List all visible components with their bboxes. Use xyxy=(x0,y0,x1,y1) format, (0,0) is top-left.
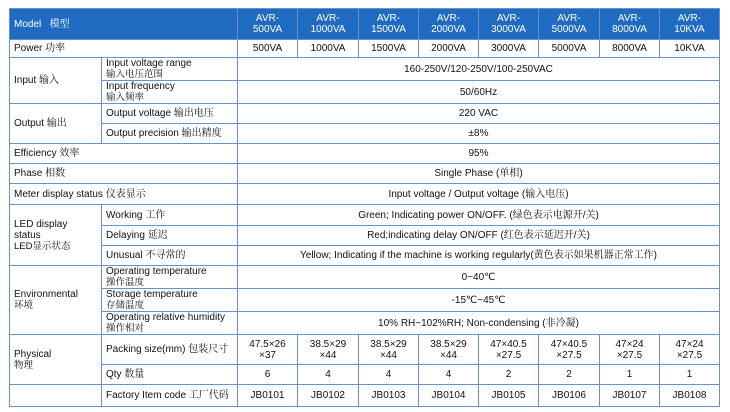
spec-table xyxy=(9,8,720,407)
humidity-value: 10% RH~102%RH; Non-condensing (非冷凝) xyxy=(238,312,720,335)
output-precision-label: Output precision 输出精度 xyxy=(102,124,238,144)
input-voltage-label: Input voltage range 输入电压范围 xyxy=(102,58,238,81)
power-value: 3000VA xyxy=(479,40,539,58)
power-row xyxy=(10,40,720,58)
output-label: Output 输出 xyxy=(10,104,102,144)
op-temp-value: 0~40℃ xyxy=(238,266,720,289)
model-header: AVR- 1000VA xyxy=(298,9,359,40)
packing-size: 38.5×29 ×44 xyxy=(298,335,359,365)
model-header: AVR- 1500VA xyxy=(359,9,419,40)
power-value: 500VA xyxy=(238,40,298,58)
phase-value: Single Phase (单相) xyxy=(238,164,720,184)
qty-value: 6 xyxy=(238,365,298,385)
storage-temp-value: -15℃~45℃ xyxy=(238,289,720,312)
packing-row xyxy=(10,335,720,365)
model-label: Model xyxy=(14,18,42,30)
factory-code-row xyxy=(10,385,720,407)
input-voltage-row xyxy=(10,58,720,81)
led-delaying-row xyxy=(10,226,720,246)
power-value: 1500VA xyxy=(359,40,419,58)
model-header: AVR- 5000VA xyxy=(539,9,600,40)
power-value: 5000VA xyxy=(539,40,600,58)
efficiency-row xyxy=(10,144,720,164)
led-delaying-value: Red;indicating delay ON/OFF (红色表示延迟开/关) xyxy=(238,226,720,246)
factory-code: JB0103 xyxy=(359,385,419,407)
factory-code: JB0108 xyxy=(660,385,720,407)
model-header: AVR- 500VA xyxy=(238,9,298,40)
factory-code: JB0102 xyxy=(298,385,359,407)
led-unusual-row xyxy=(10,246,720,266)
packing-size: 47×40.5 ×27.5 xyxy=(479,335,539,365)
humidity-label: Operating relative humidity 操作相对 xyxy=(102,312,238,335)
packing-size: 47.5×26 ×37 xyxy=(238,335,298,365)
model-header-cell xyxy=(10,9,238,40)
environmental-label: Environmental 环境 xyxy=(10,266,102,335)
qty-value: 4 xyxy=(419,365,479,385)
output-voltage-label: Output voltage 输出电压 xyxy=(102,104,238,124)
env-operating-row xyxy=(10,266,720,289)
factory-code: JB0107 xyxy=(600,385,660,407)
input-voltage-value: 160-250V/120-250V/100-250VAC xyxy=(238,58,720,81)
output-voltage-value: 220 VAC xyxy=(238,104,720,124)
storage-temp-label: Storage temperature 存储温度 xyxy=(102,289,238,312)
qty-value: 1 xyxy=(660,365,720,385)
qty-row xyxy=(10,365,720,385)
led-working-label: Working 工作 xyxy=(102,205,238,226)
meter-label: Meter display status 仪表显示 xyxy=(10,184,238,205)
model-label-zh: 模型 xyxy=(49,18,70,30)
qty-value: 4 xyxy=(298,365,359,385)
input-label: Input 输入 xyxy=(10,58,102,104)
factory-code-label: Factory Item code 工厂代码 xyxy=(102,385,238,407)
phase-label: Phase 相数 xyxy=(10,164,238,184)
meter-row xyxy=(10,184,720,205)
led-unusual-label: Unusual 不寻常的 xyxy=(102,246,238,266)
output-precision-value: ±8% xyxy=(238,124,720,144)
qty-value: 1 xyxy=(600,365,660,385)
efficiency-label: Efficiency 效率 xyxy=(10,144,238,164)
led-working-value: Green; Indicating power ON/OFF. (绿色表示电源开/关) xyxy=(238,205,720,226)
efficiency-value: 95% xyxy=(238,144,720,164)
env-storage-row xyxy=(10,289,720,312)
phase-row xyxy=(10,164,720,184)
output-voltage-row xyxy=(10,104,720,124)
model-header: AVR- 10KVA xyxy=(660,9,720,40)
power-label: Power 功率 xyxy=(10,40,238,58)
power-value: 1000VA xyxy=(298,40,359,58)
factory-blank-cell xyxy=(10,385,102,407)
output-precision-row xyxy=(10,124,720,144)
led-label: LED display status LED显示状态 xyxy=(10,205,102,266)
factory-code: JB0101 xyxy=(238,385,298,407)
power-value: 8000VA xyxy=(600,40,660,58)
header-row xyxy=(10,9,720,40)
model-header: AVR- 8000VA xyxy=(600,9,660,40)
op-temp-label: Operating temperature 操作温度 xyxy=(102,266,238,289)
led-delaying-label: Delaying 延迟 xyxy=(102,226,238,246)
input-frequency-row xyxy=(10,81,720,104)
factory-code: JB0105 xyxy=(479,385,539,407)
factory-code: JB0104 xyxy=(419,385,479,407)
input-frequency-label: Input frequency 输入频率 xyxy=(102,81,238,104)
qty-label: Qty 数量 xyxy=(102,365,238,385)
led-working-row xyxy=(10,205,720,226)
model-header: AVR- 2000VA xyxy=(419,9,479,40)
power-value: 2000VA xyxy=(419,40,479,58)
packing-size: 47×40.5 ×27.5 xyxy=(539,335,600,365)
led-unusual-value: Yellow; Indicating if the machine is working regularly(黄色表示如果机器正常工作) xyxy=(238,246,720,266)
packing-size: 47×24 ×27.5 xyxy=(600,335,660,365)
packing-size: 47×24 ×27.5 xyxy=(660,335,720,365)
env-humidity-row xyxy=(10,312,720,335)
qty-value: 4 xyxy=(359,365,419,385)
factory-code: JB0106 xyxy=(539,385,600,407)
qty-value: 2 xyxy=(479,365,539,385)
qty-value: 2 xyxy=(539,365,600,385)
input-frequency-value: 50/60Hz xyxy=(238,81,720,104)
model-header: AVR- 3000VA xyxy=(479,9,539,40)
power-value: 10KVA xyxy=(660,40,720,58)
meter-value: Input voltage / Output voltage (输入电压) xyxy=(238,184,720,205)
physical-label: Physical 物理 xyxy=(10,335,102,385)
packing-size: 38.5×29 ×44 xyxy=(419,335,479,365)
packing-label: Packing size(mm) 包装尺寸 xyxy=(102,335,238,365)
packing-size: 38.5×29 ×44 xyxy=(359,335,419,365)
